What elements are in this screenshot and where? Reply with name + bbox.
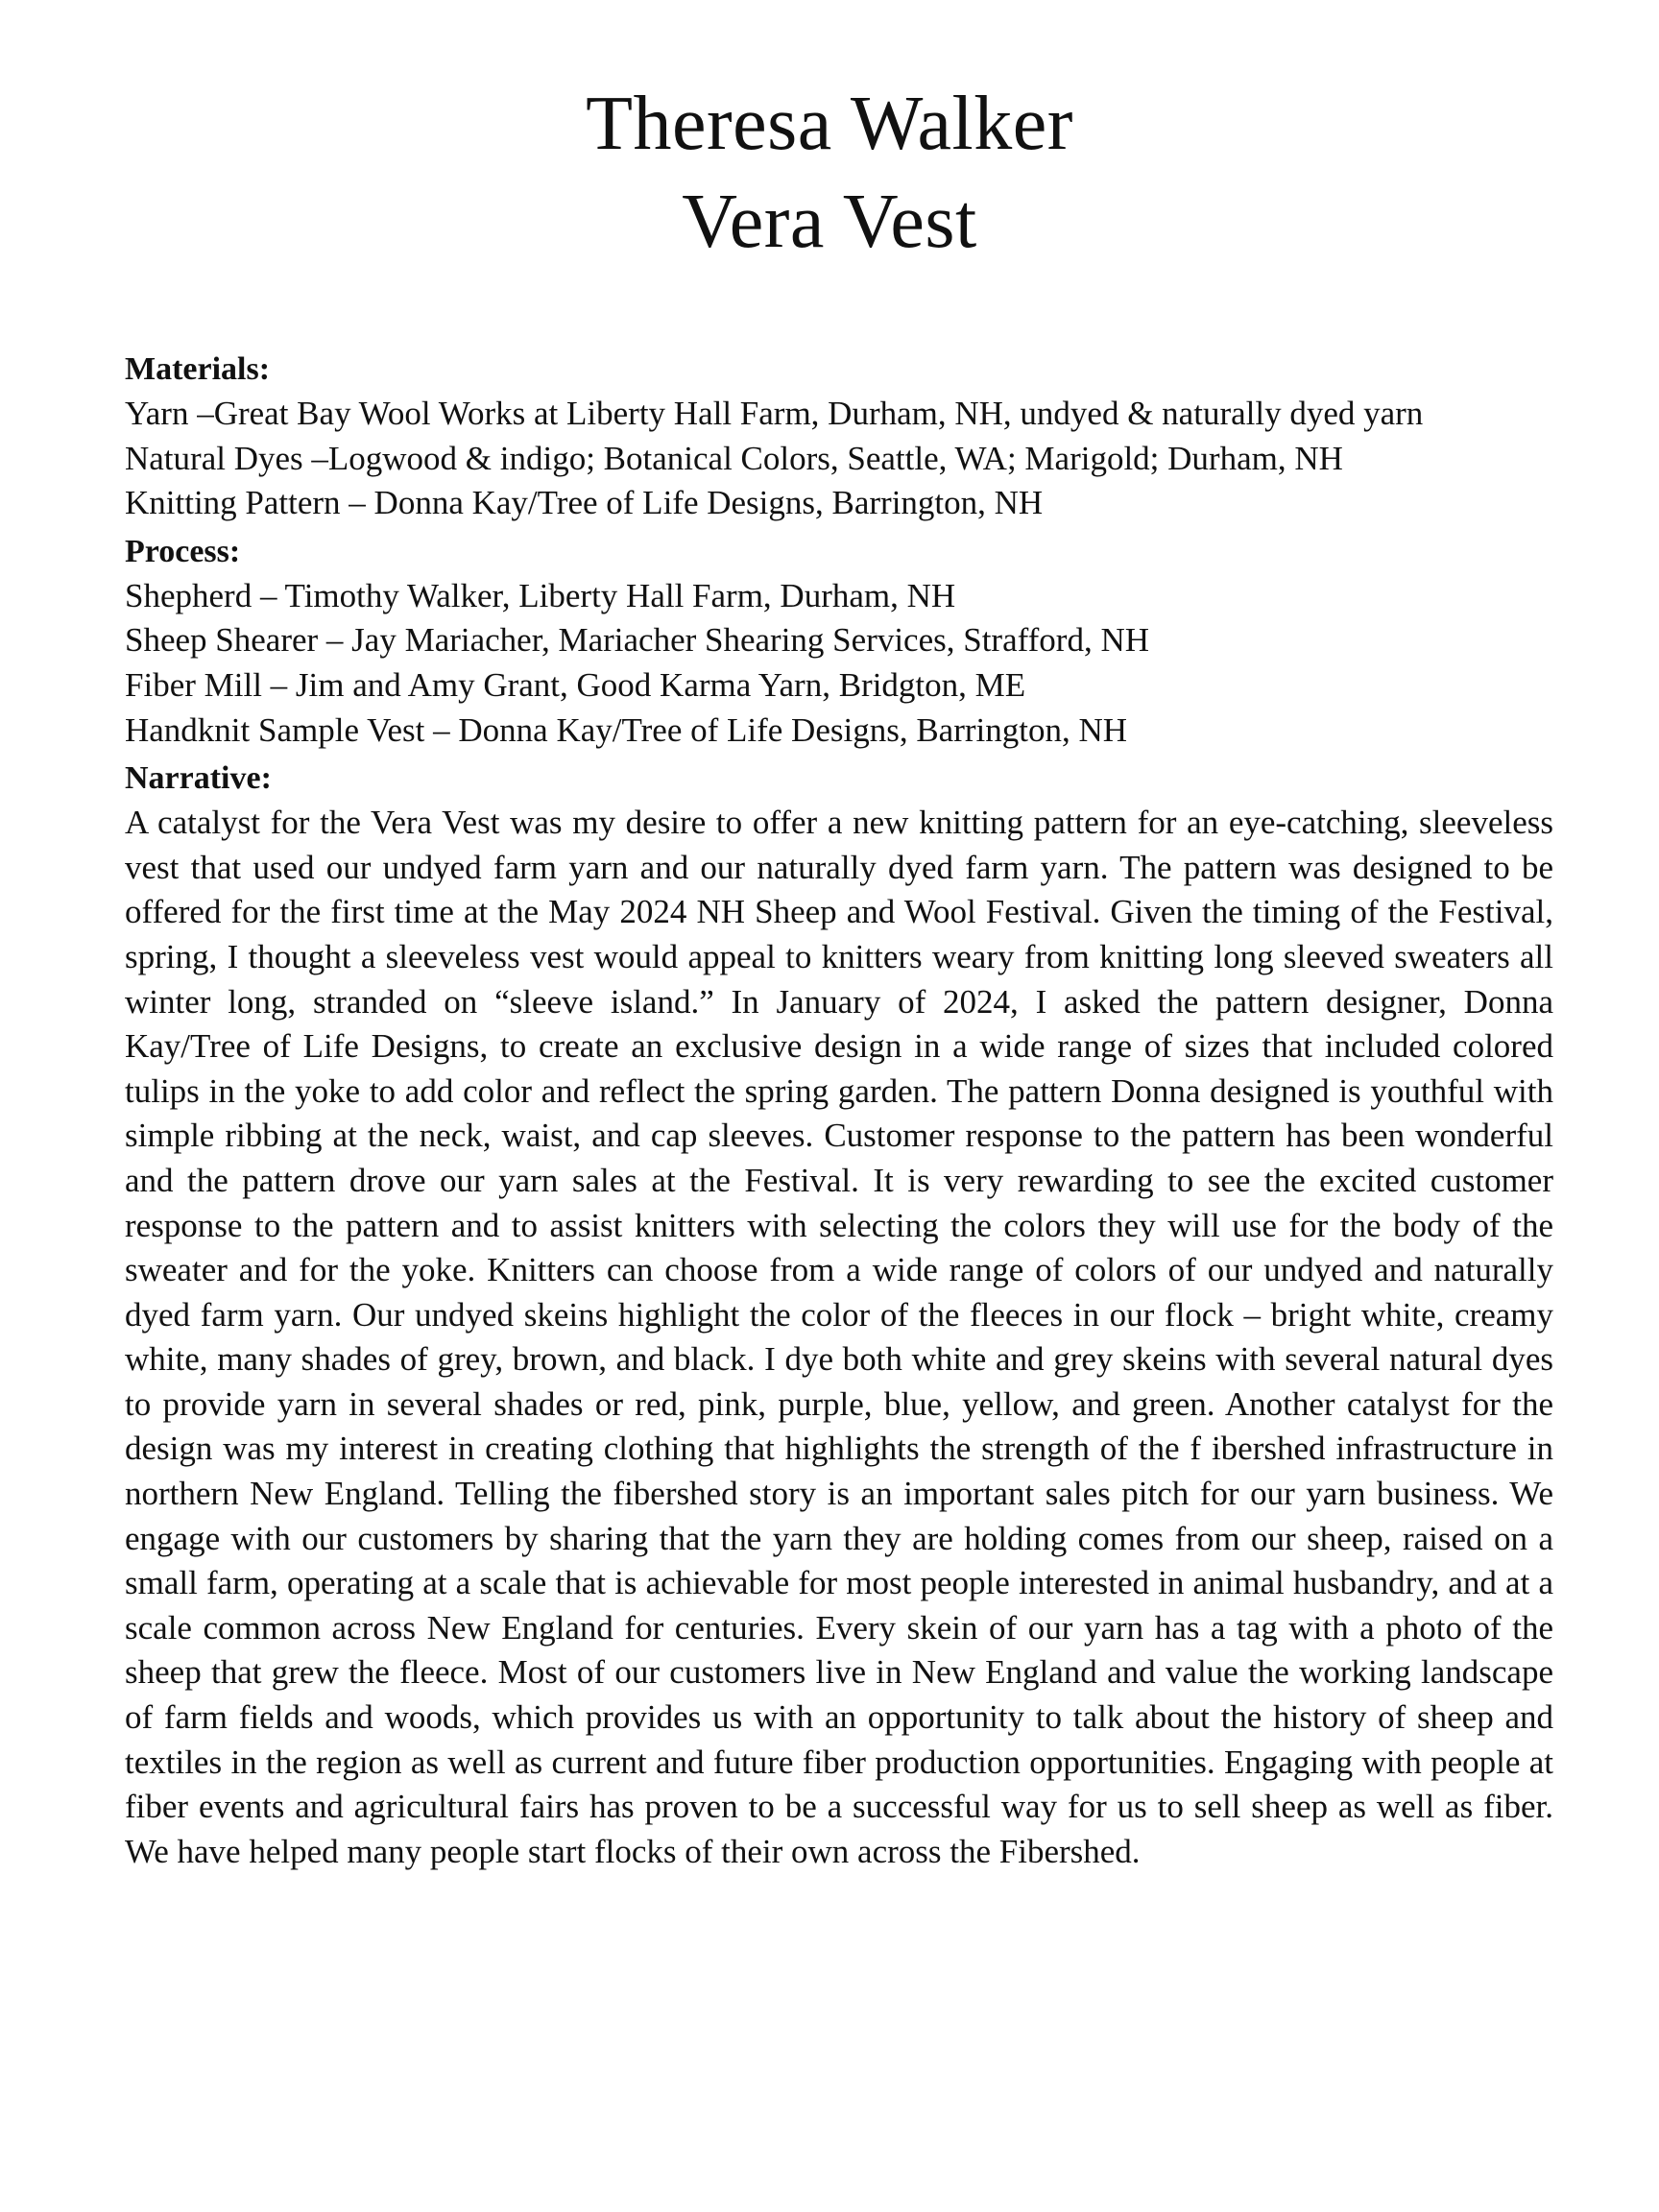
project-title: Vera Vest	[682, 180, 977, 264]
materials-item: Natural Dyes –Logwood & indigo; Botanical Colors, Seattle, WA; Marigold; Durham, NH	[125, 439, 1343, 477]
process-item: Handknit Sample Vest – Donna Kay/Tree of Life Designs, Barrington, NH	[125, 710, 1128, 749]
document-body	[125, 348, 1553, 1878]
process-item: Fiber Mill – Jim and Amy Grant, Good Karma Yarn, Bridgton, ME	[125, 665, 1026, 704]
narrative-text: A catalyst for the Vera Vest was my desire to offer a new knitting pattern for an eye-catching, sleeveless vest that used our undyed farm yarn and our naturally dyed farm yarn. The pattern was designed to be offered for the first time at the May 2024 NH Sheep and Wool Festival. Given the timing of the Festival, spring, I thought a sleeveless vest would appeal to knitters weary from knitting long sleeved sweaters all winter long, stranded on “sleeve island.” In January of 2024, I asked the pattern designer, Donna Kay/Tree of Life Designs, to create an exclusive design in a wide range of sizes that included colored tulips in the yoke to add color and reflect the spring garden. The pattern Donna designed is youthful with simple ribbing at the neck, waist, and cap sleeves. Customer response to the pattern has been wonderful and the pattern drove our yarn sales at the Festival. It is very rewarding to see the excited customer response to the pattern and to assist knitters with selecting the colors they will use for the body of the sweater and for the yoke. Knitters can choose from a wide range of colors of our undyed and naturally dyed farm yarn. Our undyed skeins highlight the color of the fleeces in our flock – bright white, creamy white, many shades of grey, brown, and black. I dye both white and grey skeins with several natural dyes to provide yarn in several shades or red, pink, purple, blue, yellow, and green. Another catalyst for the design was my interest in creating clothing that highlights the strength of the f ibershed infrastructure in northern New England. Telling the fibershed story is an important sales pitch for our yarn business. We engage with our customers by sharing that the yarn they are holding comes from our sheep, raised on a small farm, operating at a scale that is achievable for most people interested in animal husbandry, and at a scale common across New England for centuries. Every skein of our yarn has a tag with a photo of the sheep that grew the fleece. Most of our customers live in New England and value the working landscape of farm fields and woods, which provides us with an opportunity to talk about the history of sheep and textiles in the region as well as current and future fiber production opportunities. Engaging with people at fiber events and agricultural fairs has proven to be a successful way for us to sell sheep as well as fiber. We have helped many people start flocks of their own across the Fibershed.	[125, 804, 1553, 1870]
author-name: Theresa Walker	[586, 82, 1073, 166]
narrative-section	[125, 757, 1553, 1874]
materials-heading: Materials:	[125, 351, 271, 387]
process-item: Shepherd – Timothy Walker, Liberty Hall Farm, Durham, NH	[125, 576, 956, 614]
process-item: Sheep Shearer – Jay Mariacher, Mariacher Shearing Services, Strafford, NH	[125, 621, 1150, 660]
materials-item: Yarn –Great Bay Wool Works at Liberty Hall Farm, Durham, NH, undyed & naturally dyed yarn	[125, 395, 1424, 432]
title-block	[0, 75, 1659, 271]
process-section	[125, 530, 1553, 753]
materials-section	[125, 348, 1553, 526]
materials-item: Knitting Pattern – Donna Kay/Tree of Life Designs, Barrington, NH	[125, 484, 1044, 522]
narrative-heading: Narrative:	[125, 760, 272, 797]
process-heading: Process:	[125, 533, 241, 569]
